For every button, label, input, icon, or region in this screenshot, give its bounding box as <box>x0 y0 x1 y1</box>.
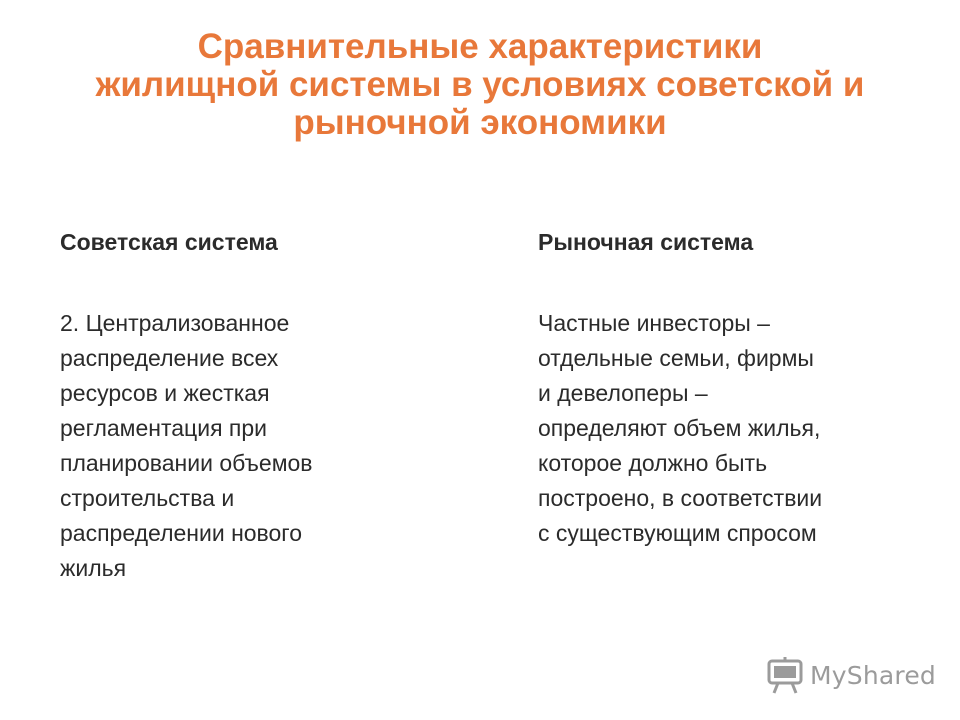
body-line: строительства и <box>60 485 235 511</box>
body-line: регламентация при <box>60 415 268 441</box>
column-body <box>538 306 938 551</box>
myshared-watermark[interactable] <box>766 654 936 696</box>
body-line: отдельные семьи, фирмы <box>538 345 814 371</box>
body-line: которое должно быть <box>538 450 768 476</box>
body-line: распределение всех <box>60 345 279 371</box>
market-system-column <box>538 224 938 551</box>
body-line: с существующим спросом <box>538 520 817 546</box>
body-line: построено, в соответствии <box>538 485 823 511</box>
title-line: рыночной экономики <box>293 103 667 142</box>
body-line: и девелоперы – <box>538 380 708 406</box>
column-heading: Рыночная система <box>538 229 754 255</box>
watermark-text: MyShared <box>810 660 936 690</box>
body-line: планировании объемов <box>60 450 313 476</box>
slide-title <box>40 28 920 142</box>
title-line: жилищной системы в условиях советской и <box>95 65 865 104</box>
body-line: Частные инвесторы – <box>538 310 770 336</box>
presentation-board-icon <box>766 655 804 695</box>
column-body <box>60 306 480 586</box>
body-line: определяют объем жилья, <box>538 415 821 441</box>
body-line: распределении нового <box>60 520 302 546</box>
body-line: жилья <box>60 555 127 581</box>
title-line: Сравнительные характеристики <box>197 27 763 66</box>
soviet-system-column <box>60 224 480 586</box>
body-line: 2. Централизованное <box>60 310 290 336</box>
body-line: ресурсов и жесткая <box>60 380 270 406</box>
column-heading: Советская система <box>60 229 278 255</box>
